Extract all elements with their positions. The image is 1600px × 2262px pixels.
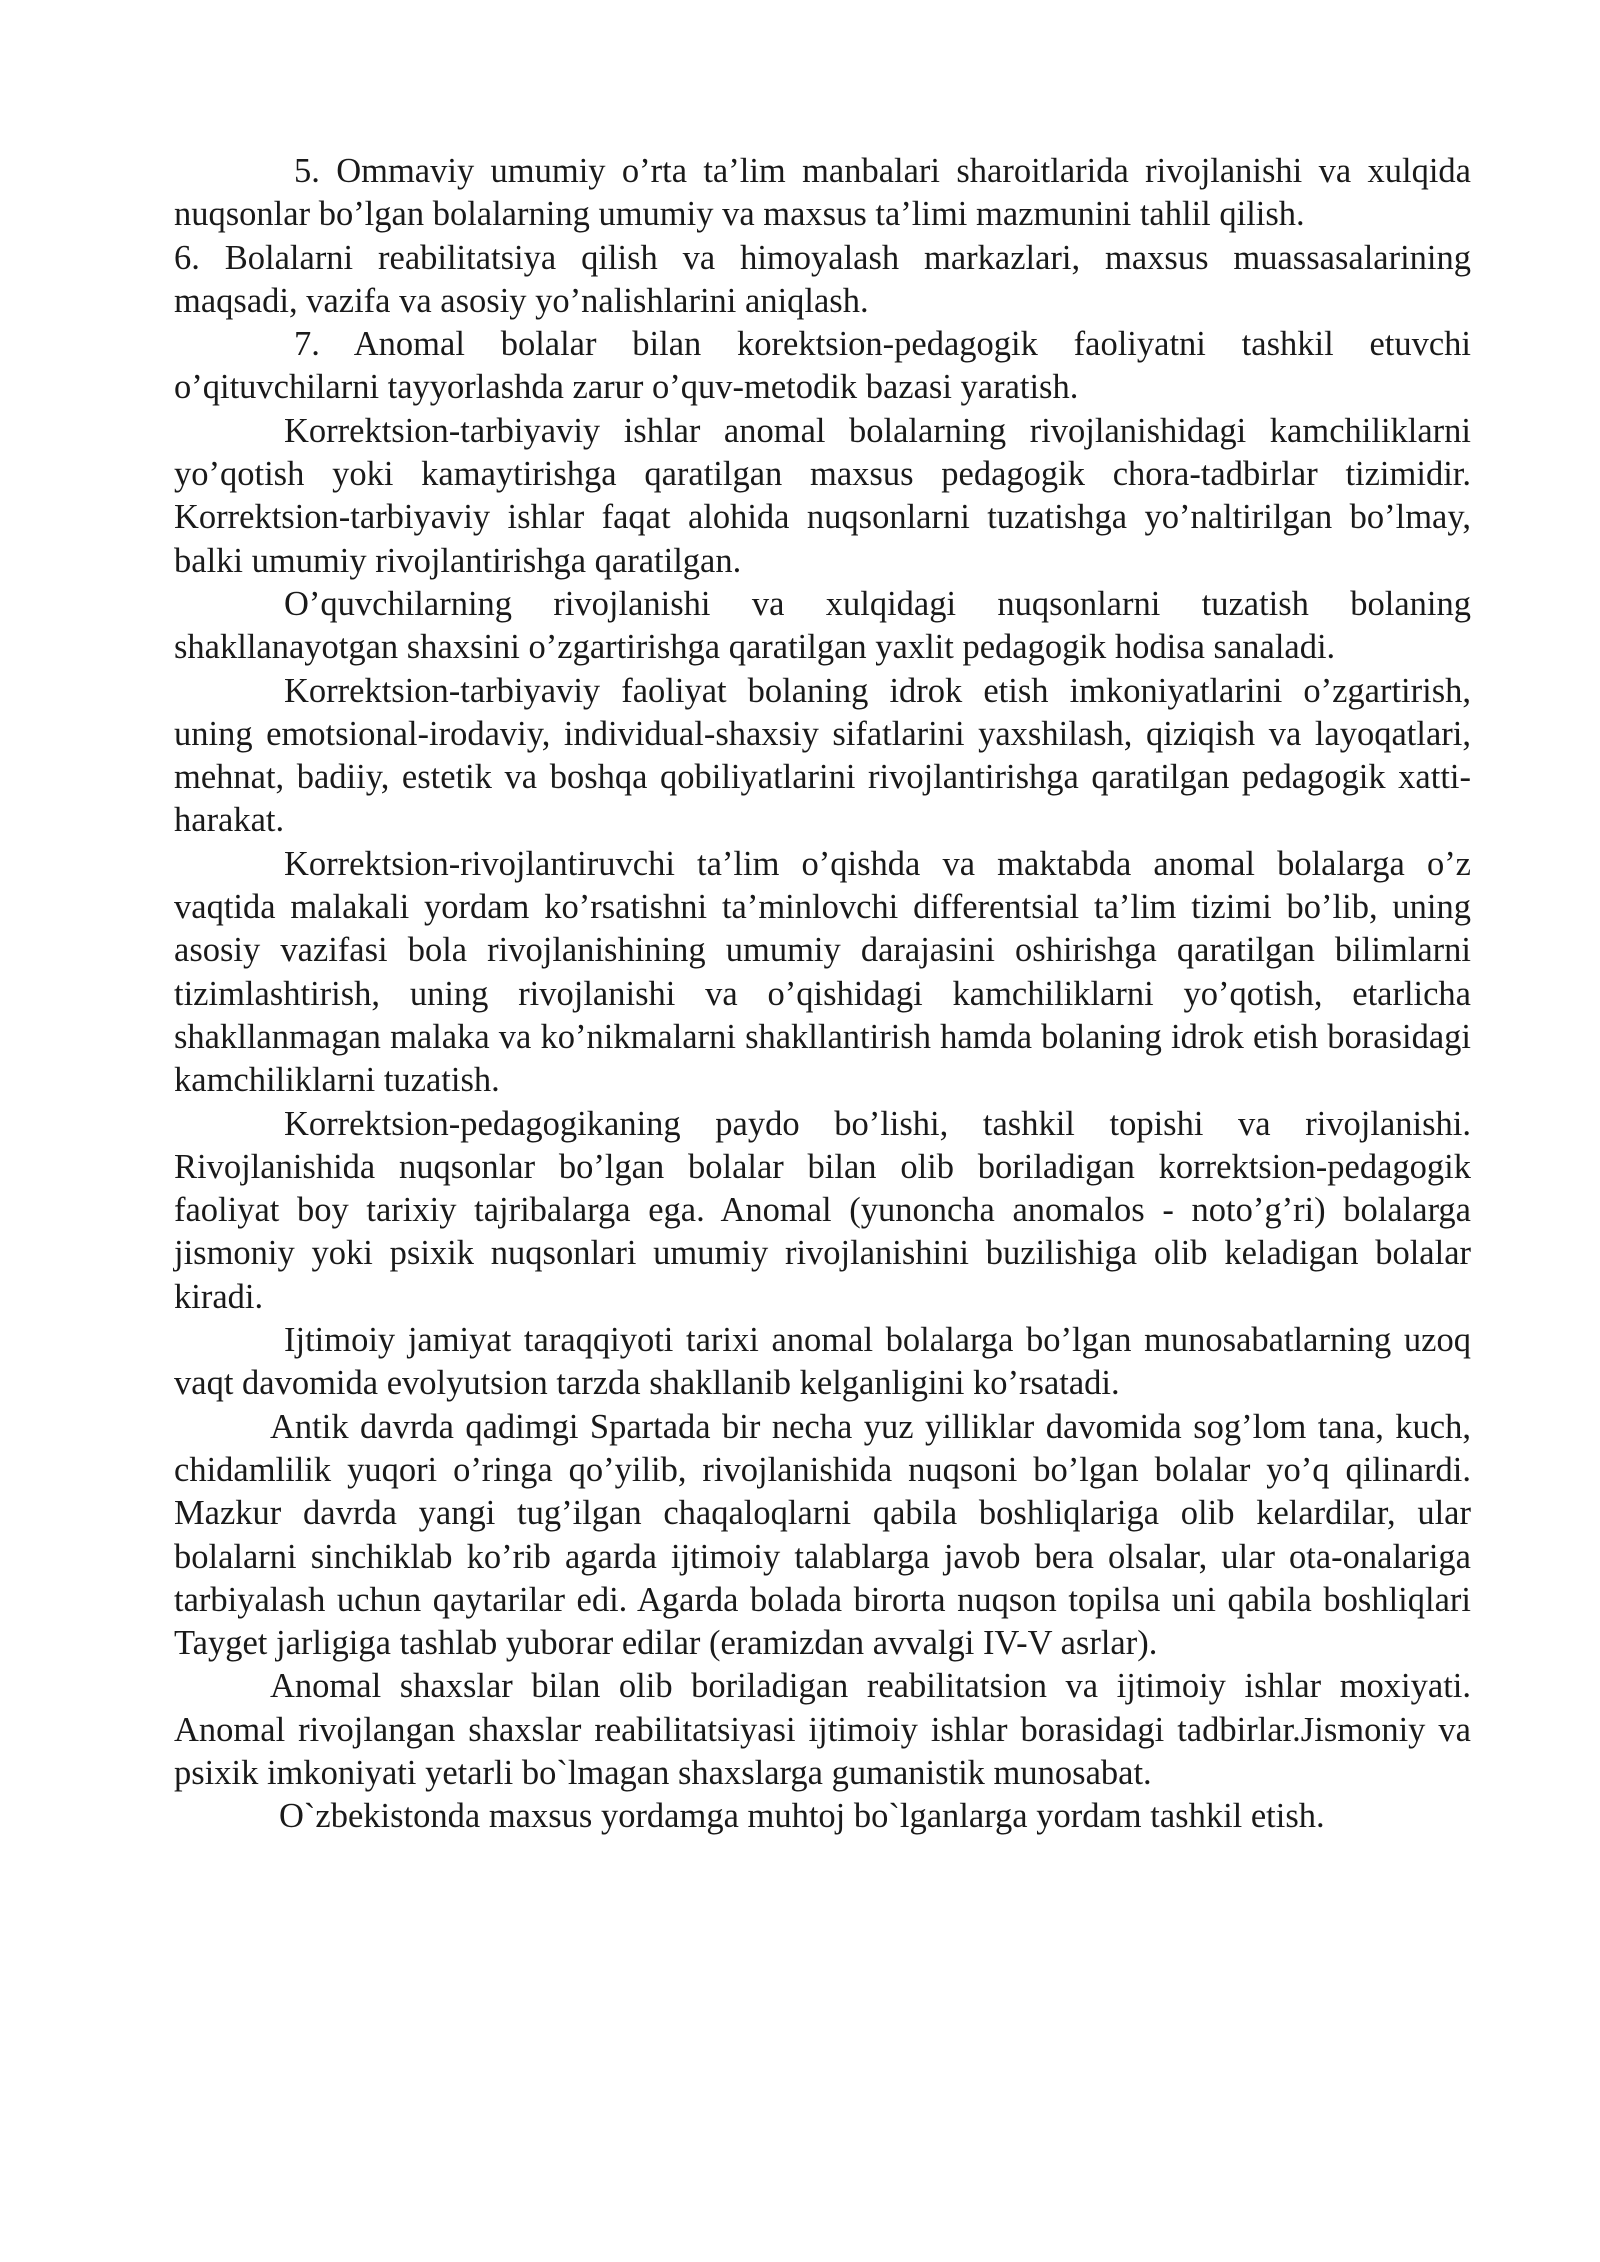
- paragraph-ancient-sparta: Antik davrda qadimgi Spartada bir necha yuz yilliklar davomida sog’lom tana, kuch, chidamlilik yuqori o’ringa qo’yilib, rivojlanishida nuqsoni bo’lgan bolalar yo’q qilinardi. Mazkur davrda yangi tug’ilgan chaqaloqlarni qabila boshliqlariga olib kelardilar, ular bolalarni sinchiklab ko’rib agarda ijtimoiy talablarga javob bera olsalar, ular ota-onalariga tarbiyalash uchun qaytarilar edi. Agarda bolada birorta nuqson topilsa uni qabila boshliqlari Tayget jarligiga tashlab yuborar edilar (eramizdan avvalgi IV-V asrlar).: [174, 1407, 1471, 1663]
- paragraph-correction-work: Korrektsion-tarbiyaviy ishlar anomal bolalarning rivojlanishidagi kamchiliklarni yo’qotish yoki kamaytirishga qaratilgan maxsus pedagogik chora-tadbirlar tizimidir. Korrektsion-tarbiyaviy ishlar faqat alohida nuqsonlarni tuzatishga yo’naltirilgan bo’lmay, balki umumiy rivojlantirishga qaratilgan.: [174, 411, 1471, 580]
- paragraph-uzbekistan-support: O`zbekistonda maxsus yordamga muhtoj bo`lganlarga yordam tashkil etish.: [279, 1797, 1325, 1836]
- paragraph-item-7: 7. Anomal bolalar bilan korektsion-pedagogik faoliyatni tashkil etuvchi o’qituvchilarni tayyorlashda zarur o’quv-metodik bazasi yaratish.: [174, 325, 1471, 407]
- document-body: [174, 150, 1471, 1839]
- paragraph-pupils-development: O’quvchilarning rivojlanishi va xulqidagi nuqsonlarni tuzatish bolaning shakllanayotgan shaxsini o’zgartirishga qaratilgan yaxlit pedagogik hodisa sanaladi.: [174, 584, 1471, 667]
- paragraph-developmental-education: Korrektsion-rivojlantiruvchi ta’lim o’qishda va maktabda anomal bolalarga o’z vaqtida malakali yordam ko’rsatishni ta’minlovchi differentsial ta’lim tizimi bo’lib, uning asosiy vazifasi bola rivojlanishining umumiy darajasini oshirishga qaratilgan bilimlarni tizimlashtirish, uning rivojlanishi va o’qishidagi kamchiliklarni yo’qotish, etarlicha shakllanmagan malaka va ko’nikmalarni shakllantirish hamda bolaning idrok etish borasidagi kamchiliklarni tuzatish.: [174, 844, 1471, 1100]
- paragraph-history-origin: Korrektsion-pedagogikaning paydo bo’lishi, tashkil topishi va rivojlanishi. Rivojlanishida nuqsonlar bo’lgan bolalar bilan olib boriladigan korrektsion-pedagogik faoliyat boy tarixiy tajribalarga ega. Anomal (yunoncha anomalos - noto’g’ri) bolalarga jismoniy yoki psixik nuqsonlari umumiy rivojlanishini buzilishiga olib keladigan bolalar kiradi.: [174, 1104, 1471, 1316]
- paragraph-social-progress: Ijtimoiy jamiyat taraqqiyoti tarixi anomal bolalarga bo’lgan munosabatlarning uzoq vaqt davomida evolyutsion tarzda shakllanib kelganligini ko’rsatadi.: [174, 1321, 1471, 1403]
- paragraph-item-5: 5. Ommaviy umumiy o’rta ta’lim manbalari sharoitlarida rivojlanishi va xulqida nuqsonlar bo’lgan bolalarning umumiy va maxsus ta’limi mazmunini tahlil qilish.: [174, 152, 1471, 234]
- paragraph-item-6: 6. Bolalarni reabilitatsiya qilish va himoyalash markazlari, maxsus muassasalarining maqsadi, vazifa va asosiy yo’nalishlarini aniqlash.: [174, 238, 1471, 320]
- paragraph-rehabilitation: Anomal shaxslar bilan olib boriladigan reabilitatsion va ijtimoiy ishlar moxiyati. Anomal rivojlangan shaxslar reabilitatsiyasi ijtimoiy ishlar borasidagi tadbirlar.Jismoniy va psixik imkoniyati yetarli bo`lmagan shaxslarga gumanistik munosabat.: [174, 1667, 1471, 1792]
- paragraph-correction-activity: Korrektsion-tarbiyaviy faoliyat bolaning idrok etish imkoniyatlarini o’zgartirish, uning emotsional-irodaviy, individual-shaxsiy sifatlarini yaxshilash, qiziqish va layoqatlari, mehnat, badiiy, estetik va boshqa qobiliyatlarini rivojlantirishga qaratilgan pedagogik xatti-harakat.: [174, 671, 1471, 840]
